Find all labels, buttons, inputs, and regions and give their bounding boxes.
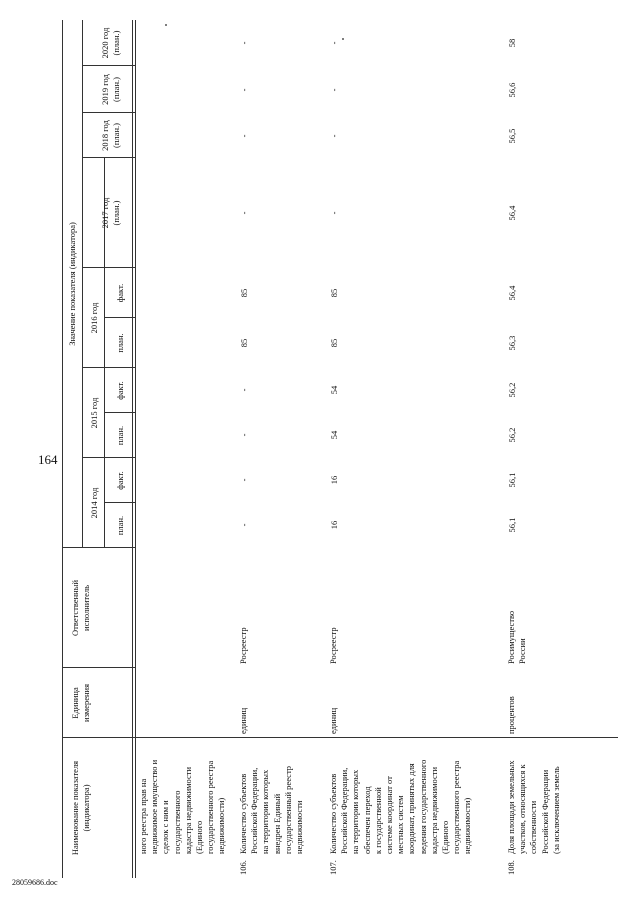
row-107-2016-plan: 85 — [329, 338, 339, 348]
row-107-2014-plan: 16 — [329, 520, 339, 530]
row-108-2015-fact: 56,2 — [507, 382, 517, 398]
row-107-name: Количество субъектов Российской Федерации, на территории которых обеспечен переход к государственной системе координат от местных систем координат, принятых для ведения государственного кадастра недвижимости (Единого государственного реестра недвижимости) — [328, 759, 473, 854]
row-108-number: 108. — [506, 860, 516, 875]
row-106-unit: единиц — [238, 707, 248, 734]
row-106-2017: - — [239, 211, 249, 215]
scan-speck — [165, 24, 167, 26]
row-108-name: Доля площади земельных участков, относящихся к собственности Российской Федерации (за исключением земель — [506, 760, 561, 854]
row-107-responsible: Росреестр — [328, 627, 338, 664]
row-108-2016-fact: 56,4 — [507, 285, 517, 301]
group-header-divider — [82, 20, 83, 548]
row-107-2017: - — [329, 211, 339, 215]
row-106-number: 106. — [238, 860, 248, 875]
row-108-2017: 56,4 — [507, 205, 517, 221]
row-106-name: Количество субъектов Российской Федерации, на территории которых внедрен Единый государственный реестр недвижимости — [238, 765, 305, 854]
header-2016-plan: план. — [115, 333, 125, 353]
row-107-2015-fact: 54 — [329, 385, 339, 395]
row-107-2014-fact: 16 — [329, 475, 339, 485]
row-106-2014-plan: - — [239, 523, 249, 527]
row-108-2019: 56,6 — [507, 82, 517, 98]
row-107-unit: единиц — [328, 707, 338, 734]
row-108-unit: процентов — [506, 696, 516, 734]
row-107-2016-fact: 85 — [329, 288, 339, 298]
row-106-responsible: Росреестр — [238, 627, 248, 664]
header-responsible: Ответственный исполнитель — [70, 580, 92, 636]
row-108-2016-plan: 56,3 — [507, 335, 517, 351]
body-divider — [135, 20, 136, 878]
row-107-2015-plan: 54 — [329, 430, 339, 440]
header-year-2015: 2015 год — [89, 397, 99, 429]
scan-speck — [342, 38, 344, 40]
row-108-2020: 58 — [507, 38, 517, 48]
row-106-2015-plan: - — [239, 433, 249, 437]
row-continuation-name: ного реестра прав на недвижимое имущество и сделок с ним и государственного кадастра недвижимости (Единого государственного реестра недвижимости) — [138, 759, 227, 854]
header-2014-fact: факт. — [115, 471, 125, 490]
row-106-2020: - — [239, 41, 249, 45]
page-number: 164 — [38, 452, 58, 467]
row-106-2019: - — [239, 88, 249, 92]
header-values-group: Значение показателя (индикатора) — [67, 222, 77, 346]
header-year-2019: 2019 год (план.) — [100, 74, 122, 105]
document-footer: 28059686.doc — [12, 878, 58, 887]
row-108-2014-fact: 56,1 — [507, 472, 517, 488]
row-108-2018: 56,5 — [507, 128, 517, 144]
header-year-2017: 2017 год (план.) — [100, 197, 122, 229]
row-107-2018: - — [329, 134, 339, 138]
header-year-2018: 2018 год (план.) — [100, 120, 122, 151]
header-year-2016: 2016 год — [89, 302, 99, 334]
header-indicator-name: Наименование показателя (индикатора) — [70, 760, 92, 856]
header-year-2014: 2014 год — [89, 487, 99, 519]
header-year-2020: 2020 год (план.) — [100, 27, 122, 59]
header-2014-plan: план. — [115, 515, 125, 536]
header-2015-fact: факт. — [115, 381, 125, 400]
row-106-2015-fact: - — [239, 388, 249, 392]
header-bottom-border — [132, 20, 133, 878]
header-unit: Единица измерения — [70, 684, 92, 722]
header-2015-plan: план. — [115, 425, 125, 446]
row-108-responsible: Росимущество России — [506, 610, 528, 664]
row-108-2014-plan: 56,1 — [507, 517, 517, 533]
row-107-number: 107. — [328, 860, 338, 875]
row-107-2020: - — [329, 41, 339, 45]
table-top-border — [62, 20, 63, 878]
row-106-2014-fact: - — [239, 478, 249, 482]
row-106-2016-plan: 85 — [239, 338, 249, 348]
header-2016-fact: факт. — [115, 283, 125, 303]
indicator-table — [62, 20, 618, 878]
row-106-2018: - — [239, 134, 249, 138]
row-106-2016-fact: 85 — [239, 288, 249, 298]
row-107-2019: - — [329, 88, 339, 92]
row-108-2015-plan: 56,2 — [507, 427, 517, 443]
